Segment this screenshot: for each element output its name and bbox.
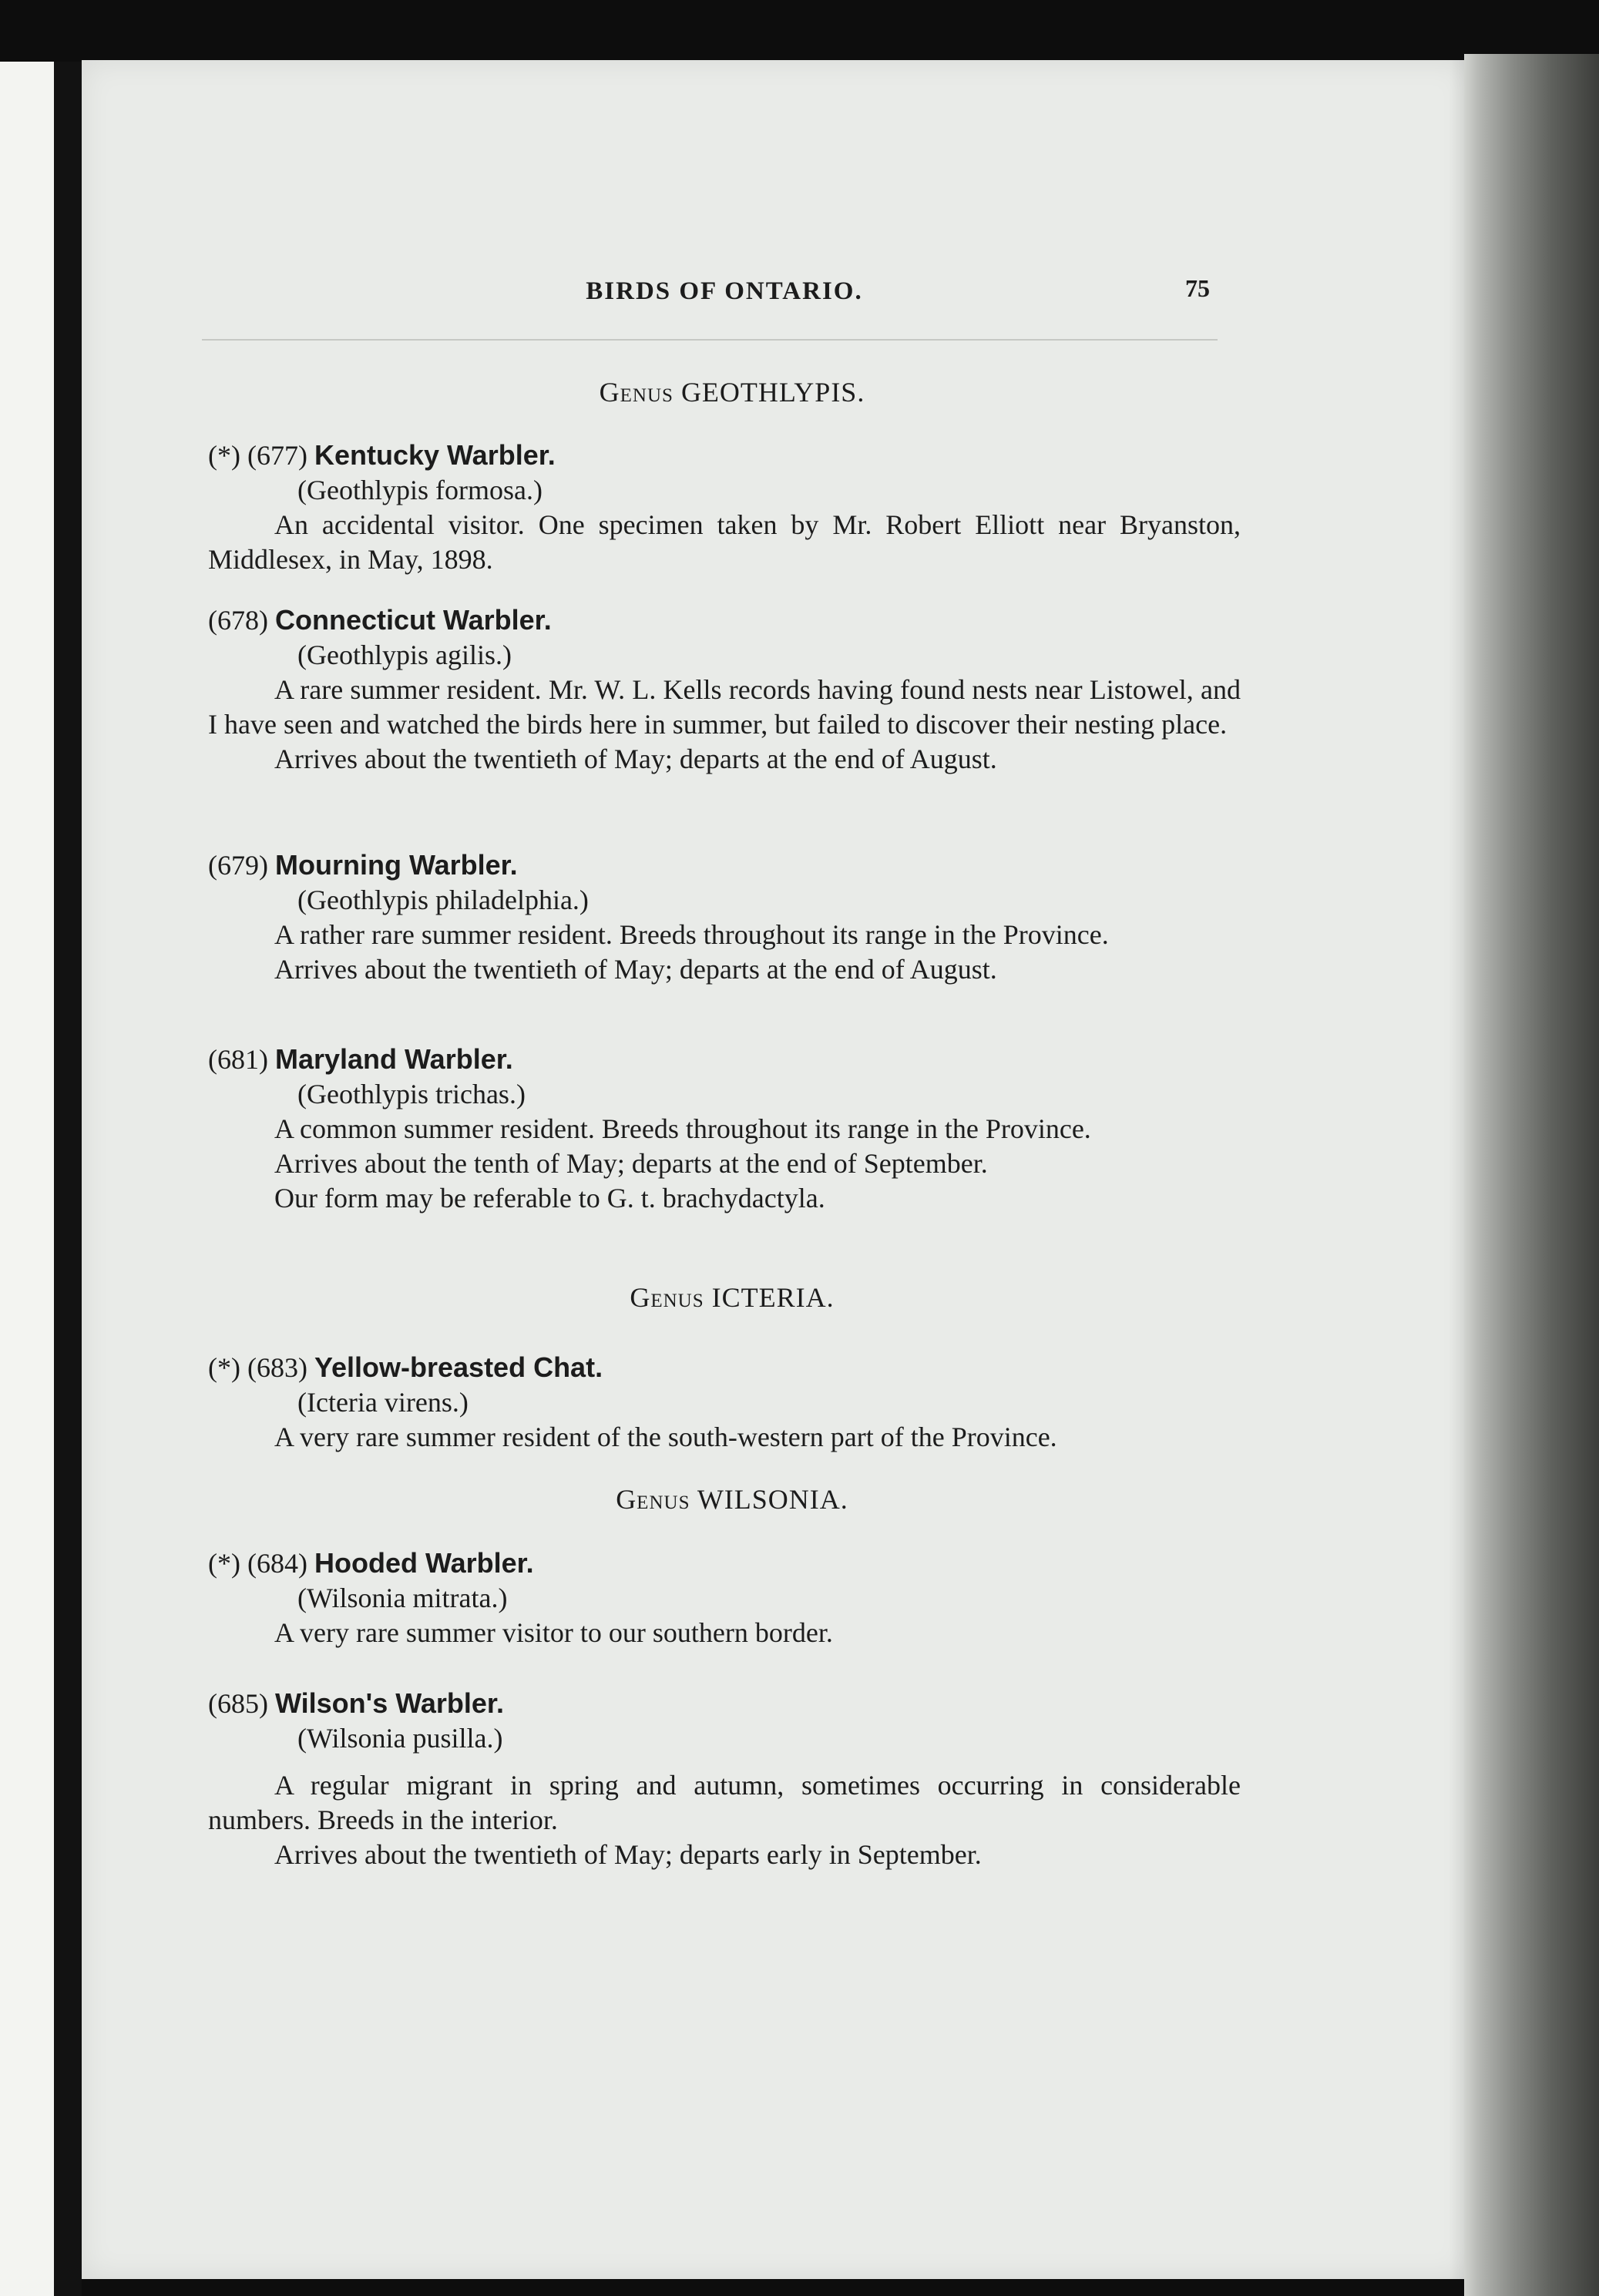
species-entry-683 bbox=[208, 1350, 1241, 1455]
entry-paragraph: An accidental visitor. One specimen taken by Mr. Robert Elliott near Bryanston, Middlesex, in May, 1898. bbox=[208, 509, 1241, 575]
rarity-marker: (*) bbox=[208, 1352, 240, 1383]
genus-name: GEOTHLYPIS. bbox=[680, 377, 865, 408]
species-number: (678) bbox=[208, 605, 268, 636]
species-name: Maryland Warbler. bbox=[274, 1043, 513, 1075]
species-entry-677 bbox=[208, 438, 1241, 577]
genus-name: WILSONIA. bbox=[697, 1484, 848, 1515]
species-entry-678 bbox=[208, 603, 1241, 777]
scientific-name: (Geothlypis trichas.) bbox=[297, 1079, 526, 1109]
species-name: Hooded Warbler. bbox=[314, 1547, 534, 1579]
species-number: (677) bbox=[247, 440, 307, 471]
species-number: (685) bbox=[208, 1688, 268, 1719]
scientific-name: (Wilsonia pusilla.) bbox=[297, 1723, 503, 1754]
genus-heading-geothlypis bbox=[385, 376, 1079, 408]
entry-heading bbox=[208, 848, 1241, 883]
page-number: 75 bbox=[1185, 274, 1210, 302]
rarity-marker: (*) bbox=[208, 440, 240, 471]
entry-paragraph: A common summer resident. Breeds throughout its range in the Province. bbox=[274, 1113, 1091, 1144]
genus-label: Genus bbox=[599, 377, 674, 408]
scientific-name: (Geothlypis agilis.) bbox=[297, 639, 512, 670]
species-name: Yellow-breasted Chat. bbox=[314, 1351, 603, 1383]
entry-heading bbox=[208, 1686, 1241, 1721]
scientific-name: (Geothlypis formosa.) bbox=[297, 475, 543, 505]
entry-heading bbox=[208, 1546, 1241, 1581]
genus-label: Genus bbox=[630, 1282, 704, 1313]
species-name: Connecticut Warbler. bbox=[274, 604, 552, 636]
species-number: (684) bbox=[247, 1548, 307, 1579]
species-name: Mourning Warbler. bbox=[274, 849, 518, 881]
rarity-marker: (*) bbox=[208, 1548, 240, 1579]
species-entry-679 bbox=[208, 848, 1241, 987]
scientific-name: (Icteria virens.) bbox=[297, 1387, 469, 1418]
header-rule bbox=[202, 339, 1218, 341]
entry-paragraph: A regular migrant in spring and autumn, sometimes occurring in considerable numbers. Breeds in the interior. bbox=[208, 1770, 1241, 1835]
species-entry-685 bbox=[208, 1686, 1241, 1872]
migration-dates: Arrives about the tenth of May; departs at the end of September. bbox=[274, 1148, 988, 1179]
running-header: BIRDS OF ONTARIO. bbox=[586, 277, 863, 305]
entry-heading bbox=[208, 1350, 1241, 1385]
genus-heading-icteria bbox=[385, 1281, 1079, 1314]
genus-label: Genus bbox=[616, 1484, 690, 1515]
species-entry-681 bbox=[208, 1042, 1241, 1216]
migration-dates: Arrives about the twentieth of May; departs at the end of August. bbox=[274, 954, 997, 985]
scientific-name: (Geothlypis philadelphia.) bbox=[297, 884, 589, 915]
genus-heading-wilsonia bbox=[385, 1483, 1079, 1516]
entry-paragraph: A very rare summer visitor to our southern border. bbox=[274, 1617, 833, 1648]
genus-name: ICTERIA. bbox=[711, 1282, 835, 1313]
species-number: (681) bbox=[208, 1044, 268, 1075]
migration-dates: Arrives about the twentieth of May; departs at the end of August. bbox=[274, 744, 997, 774]
entry-heading bbox=[208, 438, 1241, 473]
entry-heading bbox=[208, 1042, 1241, 1077]
entry-note: Our form may be referable to G. t. brachydactyla. bbox=[274, 1183, 825, 1213]
entry-paragraph: A rather rare summer resident. Breeds throughout its range in the Province. bbox=[274, 919, 1109, 950]
species-name: Wilson's Warbler. bbox=[274, 1687, 504, 1719]
species-number: (683) bbox=[247, 1352, 307, 1383]
species-name: Kentucky Warbler. bbox=[314, 439, 556, 471]
species-entry-684 bbox=[208, 1546, 1241, 1650]
entry-paragraph: A very rare summer resident of the south-western part of the Province. bbox=[274, 1422, 1057, 1452]
entry-heading bbox=[208, 603, 1241, 638]
species-number: (679) bbox=[208, 850, 268, 881]
scientific-name: (Wilsonia mitrata.) bbox=[297, 1583, 508, 1613]
entry-paragraph: A rare summer resident. Mr. W. L. Kells records having found nests near Listowel, and I have seen and watched the birds here in summer, but failed to discover their nesting place. bbox=[208, 674, 1241, 740]
migration-dates: Arrives about the twentieth of May; departs early in September. bbox=[274, 1839, 982, 1870]
